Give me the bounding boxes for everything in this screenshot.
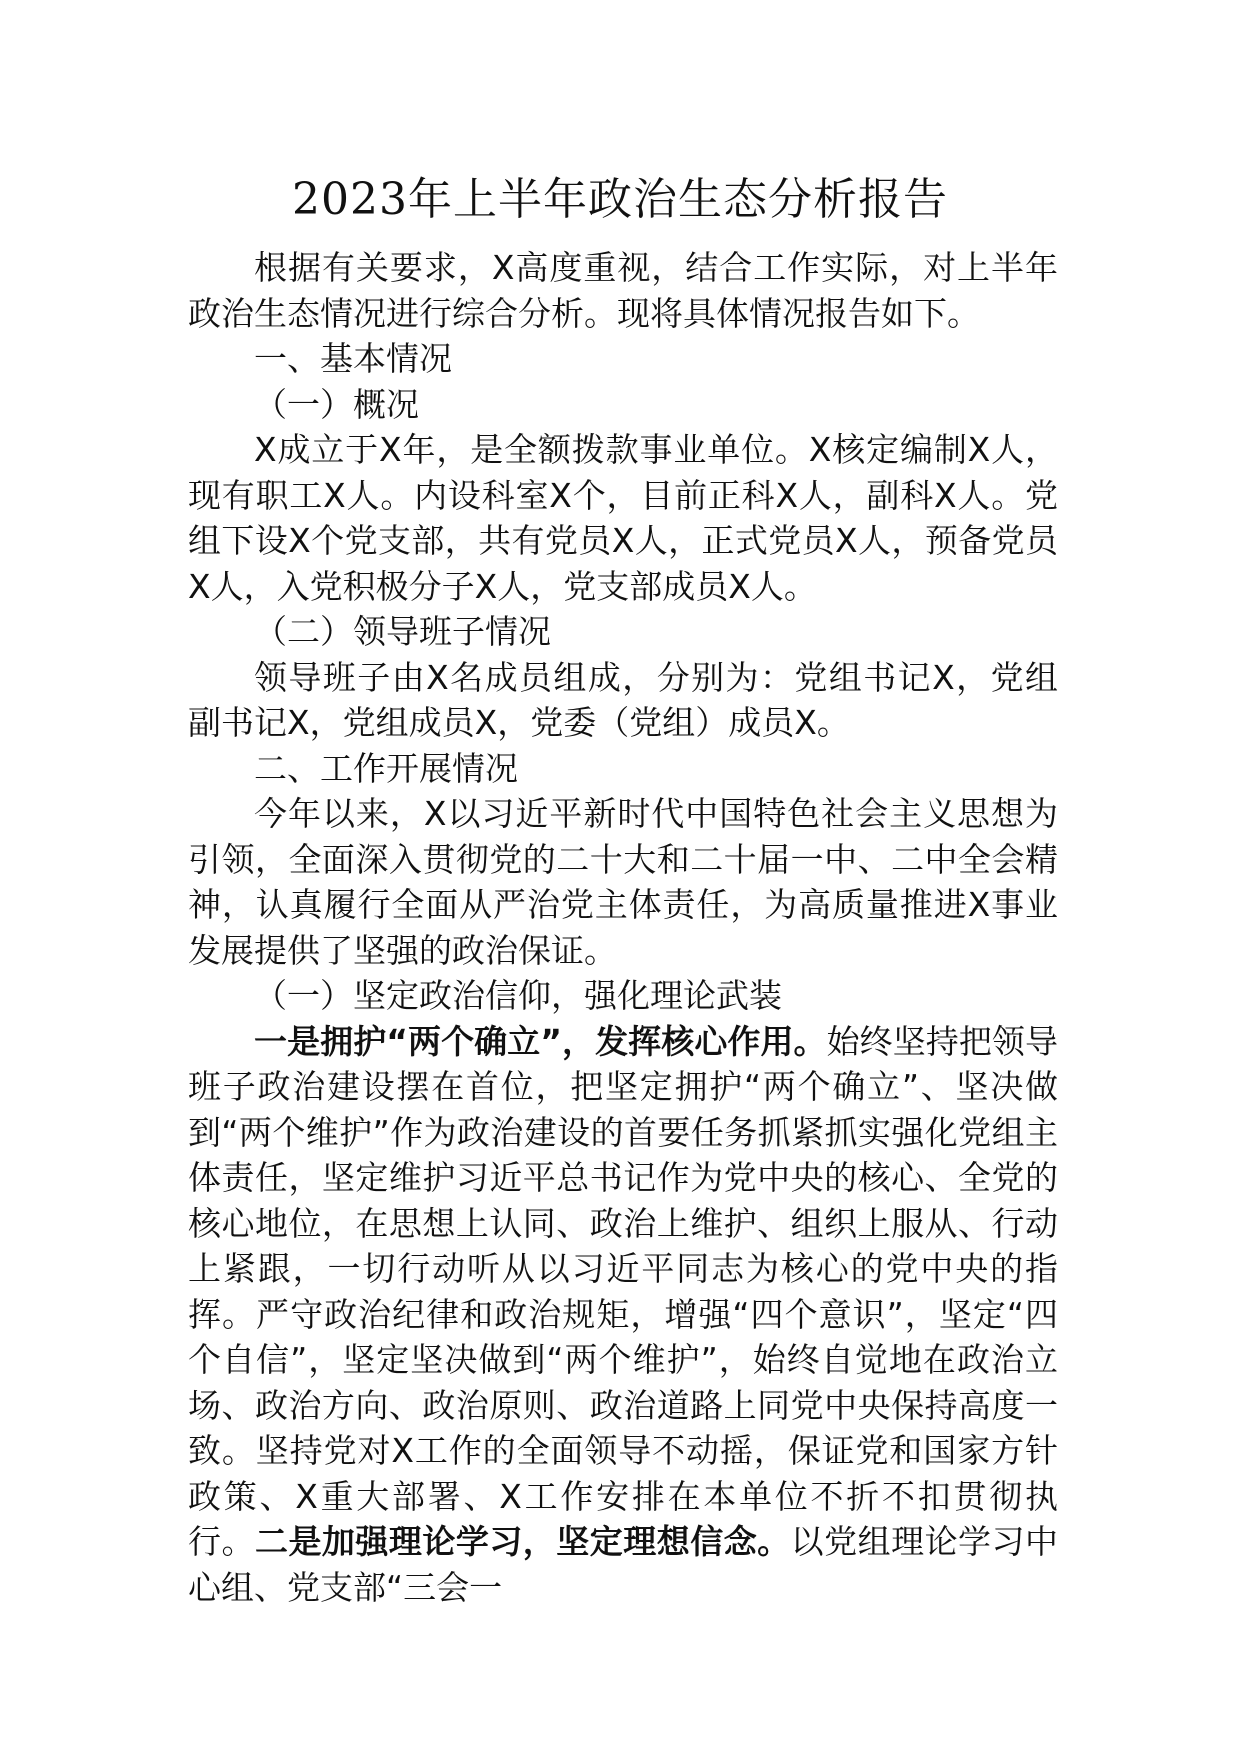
bold-lead-point-two: 二是加强理论学习，坚定理想信念。 [254, 1522, 791, 1561]
document-title: 2023年上半年政治生态分析报告 [292, 174, 948, 225]
intro-paragraph: 根据有关要求，X高度重视，结合工作实际，对上半年政治生态情况进行综合分析。现将具体情况报告如下。 [188, 248, 1058, 333]
subsection-heading-political-belief: （一）坚定政治信仰，强化理论武装 [254, 976, 782, 1015]
work-progress-paragraph: 今年以来，X以习近平新时代中国特色社会主义思想为引领，全面深入贯彻党的二十大和二十届一中、二中全会精神，认真履行全面从严治党主体责任，为高质量推进X事业发展提供了坚强的政治保证。 [188, 794, 1058, 970]
subsection-heading-leadership: （二）领导班子情况 [254, 612, 551, 651]
leadership-paragraph: 领导班子由X名成员组成，分别为：党组书记X，党组副书记X，党组成员X，党委（党组）成员X。 [188, 657, 1058, 742]
overview-paragraph: X成立于X年，是全额拨款事业单位。X核定编制X人，现有职工X人。内设科室X个，目前正科X人，副科X人。党组下设X个党支部，共有党员X人，正式党员X人，预备党员X人，入党积极分子X人，党支部成员X人。 [188, 430, 1058, 606]
section-heading-basic-situation: 一、基本情况 [254, 339, 452, 378]
point-one-text: 始终坚持把领导班子政治建设摆在首位，把坚定拥护“两个确立”、坚决做到“两个维护”作为政治建设的首要任务抓紧抓实强化党组主体责任，坚定维护习近平总书记作为党中央的核心、全党的核心地位，在思想上认同、政治上维护、组织上服从、行动上紧跟，一切行动听从以习近平同志为核心的党中央的指挥。严守政治纪律和政治规矩，增强“四个意识”，坚定“四个自信”，坚定坚决做到“两个维护”，始终自觉地在政治立场、政治方向、政治原则、政治道路上同党中央保持高度一致。坚持党对X工作的全面领导不动摇，保证党和国家方针政策、X重大部署、X工作安排在本单位不折不扣贯彻执行。 [188, 1021, 1058, 1561]
document-body [188, 245, 1058, 1610]
section-heading-work-progress: 二、工作开展情况 [254, 748, 518, 788]
bold-lead-point-one: 一是拥护“两个确立”，发挥核心作用。 [254, 1021, 827, 1061]
political-belief-paragraph [188, 1019, 1058, 1611]
point-two-text: 以党组理论学习中心组、党支部“三会一 [188, 1522, 1059, 1607]
subsection-heading-overview: （一）概况 [254, 384, 419, 424]
